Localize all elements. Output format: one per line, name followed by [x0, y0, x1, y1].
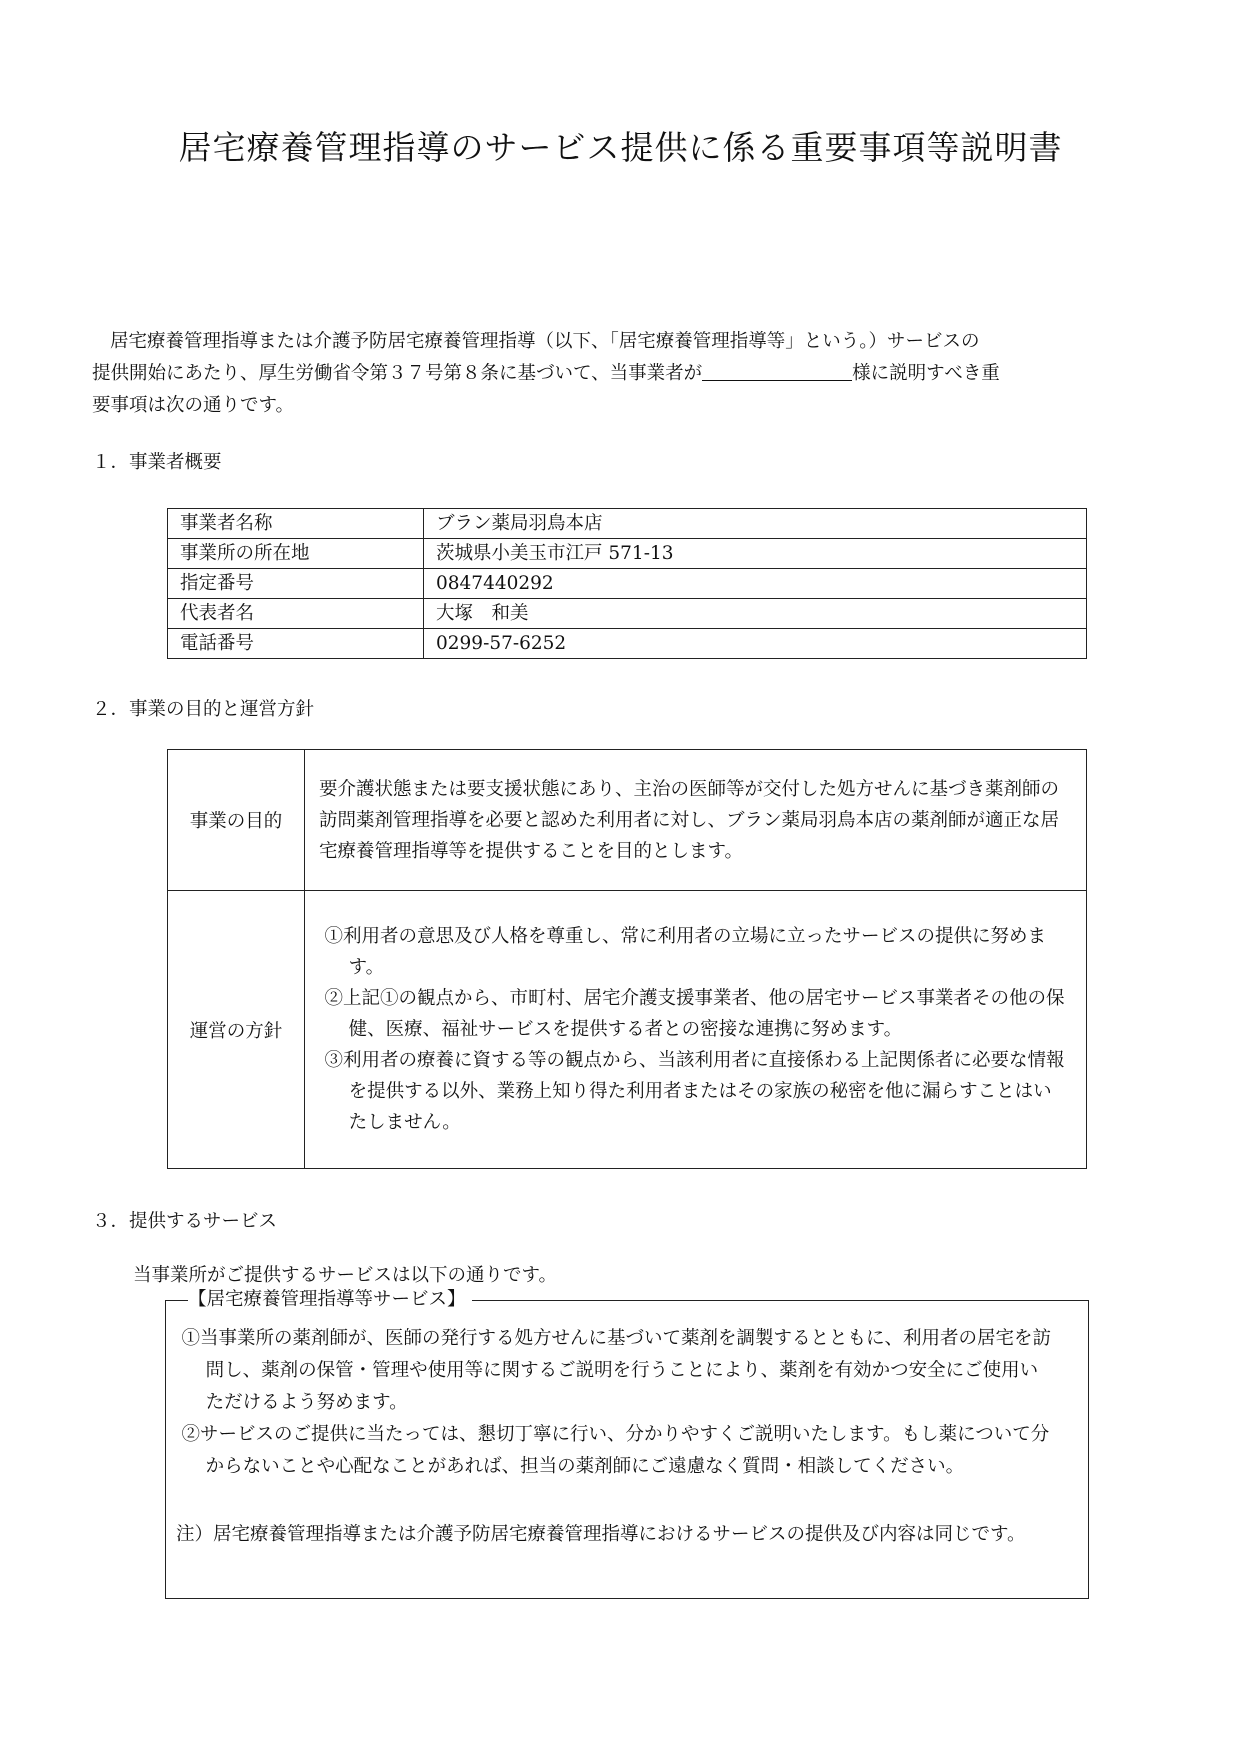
row-value: 0847440292	[424, 569, 1087, 599]
services-box	[165, 1289, 1089, 1599]
page-title: 居宅療養管理指導のサービス提供に係る重要事項等説明書	[178, 128, 1063, 167]
purpose-row	[168, 750, 1087, 891]
row-value: 0299-57-6252	[424, 629, 1087, 659]
services-box-title: 【居宅療養管理指導等サービス】	[188, 1286, 472, 1314]
service-item: ①当事業所の薬剤師が、医師の発行する処方せんに基づいて薬剤を調製するとともに、利用者の居宅を訪問し、薬剤の保管・管理や使用等に関するご説明を行うことにより、薬剤を有効かつ安全にご使用いただけるよう努めます。	[181, 1328, 1052, 1413]
intro-line-2-before: 提供開始にあたり、厚生労働省令第３７号第８条に基づいて、当事業者が	[92, 363, 703, 384]
policy-row	[168, 891, 1087, 1169]
row-label: 電話番号	[168, 629, 424, 659]
section-1-heading: １．事業者概要	[92, 452, 222, 473]
policy-item: ②上記①の観点から、市町村、居宅介護支援事業者、他の居宅サービス事業者その他の保健、医療、福祉サービスを提供する者との密接な連携に努めます。	[324, 988, 1065, 1040]
table-row	[168, 629, 1087, 659]
row-label: 事業所の所在地	[168, 539, 424, 569]
services-note: 注）居宅療養管理指導または介護予防居宅療養管理指導におけるサービスの提供及び内容は同じです。	[176, 1524, 1026, 1545]
row-label: 代表者名	[168, 599, 424, 629]
purpose-cell	[305, 750, 1087, 891]
services-box-body	[176, 1323, 1056, 1551]
services-lead-text: 当事業所がご提供するサービスは以下の通りです。	[133, 1265, 558, 1286]
section-2-heading: ２．事業の目的と運営方針	[92, 699, 315, 720]
intro-line-2	[92, 358, 1154, 390]
name-blank-field	[702, 360, 852, 381]
row-label: 事業者名称	[168, 509, 424, 539]
intro-paragraph	[92, 326, 1154, 422]
intro-line-3: 要事項は次の通りです。	[92, 395, 295, 416]
purpose-label: 事業の目的	[168, 750, 305, 891]
intro-line-2-after: 様に説明すべき重	[852, 363, 1000, 384]
intro-line-1: 居宅療養管理指導または介護予防居宅療養管理指導（以下、「居宅療養管理指導等」という。）サービスの	[110, 331, 980, 352]
service-item: ②サービスのご提供に当たっては、懇切丁寧に行い、分かりやすくご説明いたします。もし薬について分からないことや心配なことがあれば、担当の薬剤師にご遠慮なく質問・相談してください。	[181, 1424, 1050, 1477]
table-row	[168, 599, 1087, 629]
table-row	[168, 509, 1087, 539]
row-label: 指定番号	[168, 569, 424, 599]
row-value: 茨城県小美玉市江戸 571-13	[424, 539, 1087, 569]
purpose-policy-table	[167, 749, 1087, 1169]
table-row	[168, 539, 1087, 569]
business-overview-table	[167, 508, 1087, 659]
table-row	[168, 569, 1087, 599]
row-value: ブラン薬局羽鳥本店	[424, 509, 1087, 539]
row-value: 大塚 和美	[424, 599, 1087, 629]
policy-item: ①利用者の意思及び人格を尊重し、常に利用者の立場に立ったサービスの提供に努めます。	[324, 926, 1047, 978]
purpose-text: 要介護状態または要支援状態にあり、主治の医師等が交付した処方せんに基づき薬剤師の訪問薬剤管理指導を必要と認めた利用者に対し、ブラン薬局羽鳥本店の薬剤師が適正な居宅療養管理指導等を提供することを目的とします。	[319, 778, 1060, 862]
policy-label: 運営の方針	[168, 891, 305, 1169]
policy-cell	[305, 891, 1087, 1169]
section-3-heading: ３．提供するサービス	[92, 1211, 278, 1232]
policy-item: ③利用者の療養に資する等の観点から、当該利用者に直接係わる上記関係者に必要な情報を提供する以外、業務上知り得た利用者またはその家族の秘密を他に漏らすことはいたしません。	[324, 1050, 1065, 1133]
